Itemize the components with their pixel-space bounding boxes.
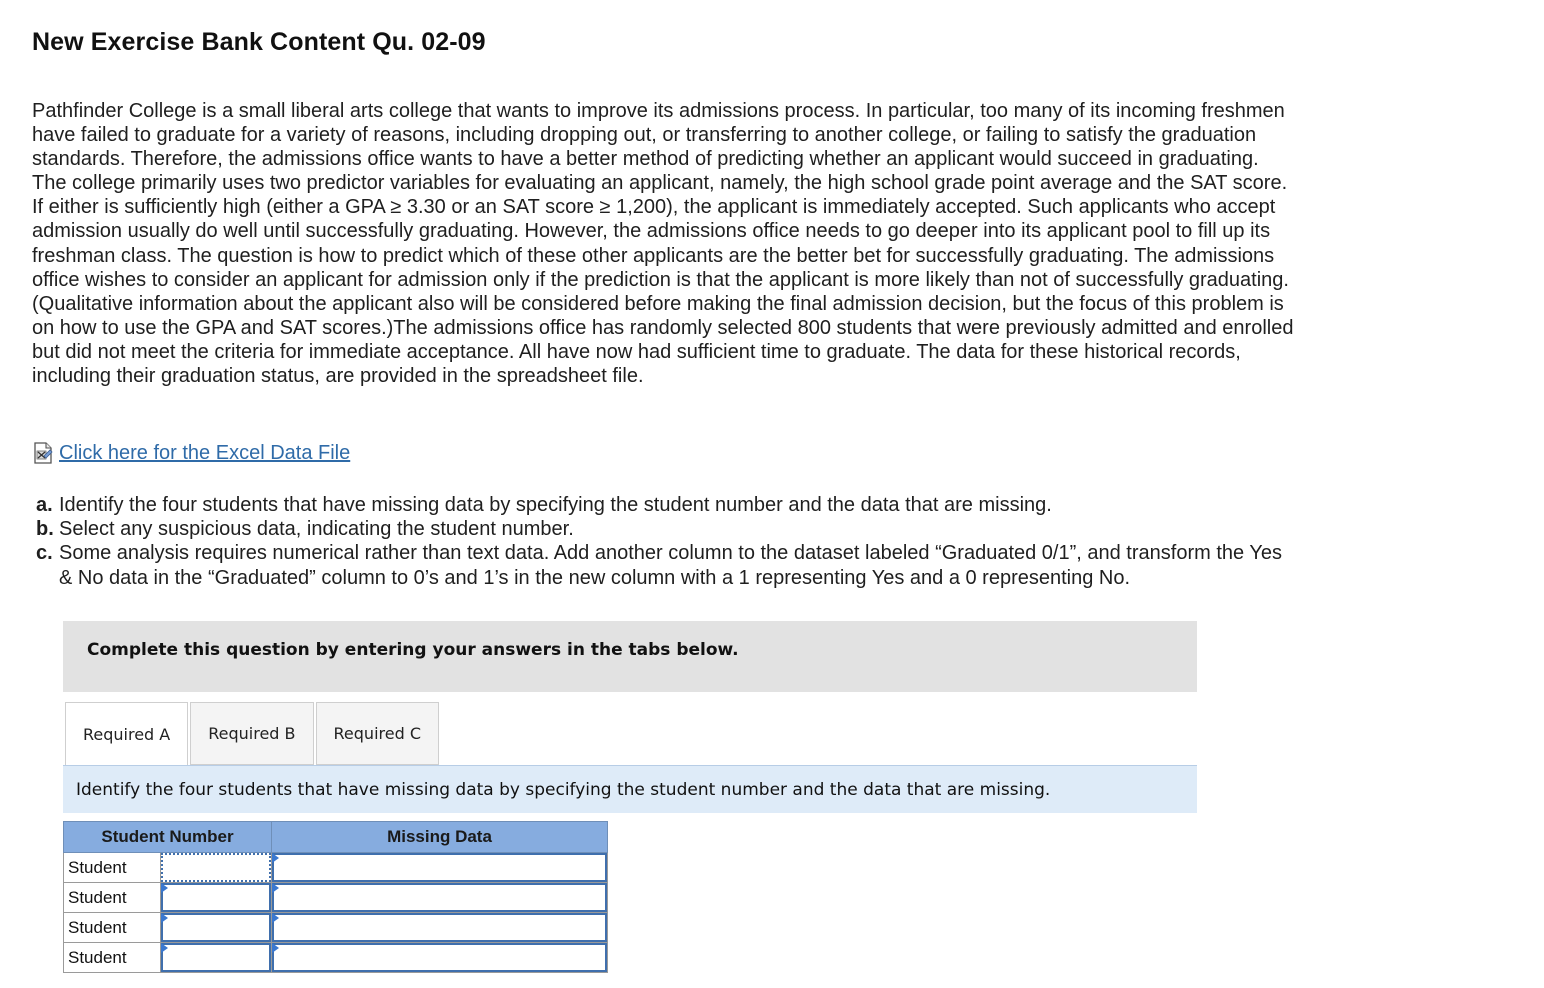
excel-file-link-row[interactable] bbox=[32, 440, 350, 466]
row-label: Student bbox=[64, 853, 161, 883]
missing-data-cell bbox=[272, 883, 608, 913]
missing-data-cell bbox=[272, 913, 608, 943]
student-number-cell bbox=[161, 883, 272, 913]
student-number-input[interactable] bbox=[161, 913, 271, 942]
part-text: Identify the four students that have missing data by specifying the student number and the data that are missing. bbox=[59, 494, 1052, 516]
missing-data-input-wrap bbox=[272, 943, 607, 972]
student-number-input[interactable] bbox=[161, 853, 271, 882]
instruction-banner bbox=[63, 621, 1197, 692]
table-row bbox=[64, 943, 608, 973]
missing-data-input[interactable] bbox=[272, 853, 607, 882]
student-number-input-wrap bbox=[161, 943, 271, 972]
student-number-input-wrap bbox=[161, 853, 271, 882]
answer-tabs bbox=[65, 702, 441, 765]
part-c bbox=[36, 541, 1286, 589]
part-text: Some analysis requires numerical rather than text data. Add another column to the dataset labeled “Graduated 0/1”, and transform the Yes & No data in the “Graduated” column to 0’s and 1’s in the new column with a 1 representing Yes and a 0 representing No. bbox=[59, 542, 1282, 589]
missing-data-input[interactable] bbox=[272, 943, 607, 972]
header-student-number: Student Number bbox=[64, 822, 272, 853]
student-number-cell bbox=[161, 913, 272, 943]
student-number-input-wrap bbox=[161, 913, 271, 942]
student-number-input[interactable] bbox=[161, 943, 271, 972]
missing-data-input-wrap bbox=[272, 853, 607, 882]
row-label: Student bbox=[64, 943, 161, 973]
page-title: New Exercise Bank Content Qu. 02-09 bbox=[32, 28, 486, 56]
part-text: Select any suspicious data, indicating the student number. bbox=[59, 518, 574, 541]
part-a bbox=[36, 493, 1286, 517]
student-number-cell bbox=[161, 943, 272, 973]
missing-data-input[interactable] bbox=[272, 913, 607, 942]
part-letter: a. bbox=[36, 494, 53, 516]
excel-file-icon[interactable] bbox=[32, 442, 54, 464]
tab-required-a[interactable]: Required A bbox=[65, 702, 188, 766]
tab-required-c[interactable]: Required C bbox=[316, 702, 439, 765]
tab-required-b[interactable]: Required B bbox=[190, 702, 313, 765]
problem-description: Pathfinder College is a small liberal arts college that wants to improve its admissions process. In particular, too many of its incoming freshmen have failed to graduate for a variety of reasons, including dropping out, or transferring to another college, or failing to satisfy the graduation standards. Therefore, the admissions office wants to have a better method of predicting whether an applicant would succeed in graduating. The college primarily uses two predictor variables for evaluating an applicant, namely, the high school grade point average and the SAT score. If either is sufficiently high (either a GPA ≥ 3.30 or an SAT score ≥ 1,200), the applicant is immediately accepted. Such applicants who accept admission usually do well until successfully graduating. However, the admissions office needs to go deeper into its applicant pool to fill up its freshman class. The question is how to predict which of these other applicants are the better bet for successfully graduating. The admissions office wishes to consider an applicant for admission only if the prediction is that the applicant is more likely than not of successfully graduating. (Qualitative information about the applicant also will be considered before making the final admission decision, but the focus of this problem is on how to use the GPA and SAT scores.)The admissions office has randomly selected 800 students that were previously admitted and enrolled but did not meet the criteria for immediate acceptance. All have now had sufficient time to graduate. The data for these historical records, including their graduation status, are provided in the spreadsheet file. bbox=[32, 100, 1294, 388]
missing-data-input-wrap bbox=[272, 913, 607, 942]
row-label: Student bbox=[64, 883, 161, 913]
student-number-input[interactable] bbox=[161, 883, 271, 912]
instruction-text: Complete this question by entering your answers in the tabs below. bbox=[87, 640, 739, 660]
part-b bbox=[36, 517, 1286, 541]
table-row bbox=[64, 913, 608, 943]
table-row bbox=[64, 883, 608, 913]
question-parts bbox=[36, 493, 1286, 590]
part-letter: b. bbox=[36, 518, 54, 541]
excel-data-file-link[interactable]: Click here for the Excel Data File bbox=[59, 441, 351, 464]
student-number-input-wrap bbox=[161, 883, 271, 912]
row-label: Student bbox=[64, 913, 161, 943]
missing-data-input[interactable] bbox=[272, 883, 607, 912]
question-band bbox=[63, 765, 1197, 813]
table-header-row bbox=[64, 822, 608, 853]
missing-data-cell bbox=[272, 943, 608, 973]
header-missing-data: Missing Data bbox=[272, 822, 608, 853]
missing-data-input-wrap bbox=[272, 883, 607, 912]
missing-data-table bbox=[63, 821, 608, 973]
table-row bbox=[64, 853, 608, 883]
question-text: Identify the four students that have missing data by specifying the student number and the data that are missing. bbox=[76, 780, 1051, 800]
missing-data-cell bbox=[272, 853, 608, 883]
part-letter: c. bbox=[36, 542, 53, 565]
student-number-cell bbox=[161, 853, 272, 883]
